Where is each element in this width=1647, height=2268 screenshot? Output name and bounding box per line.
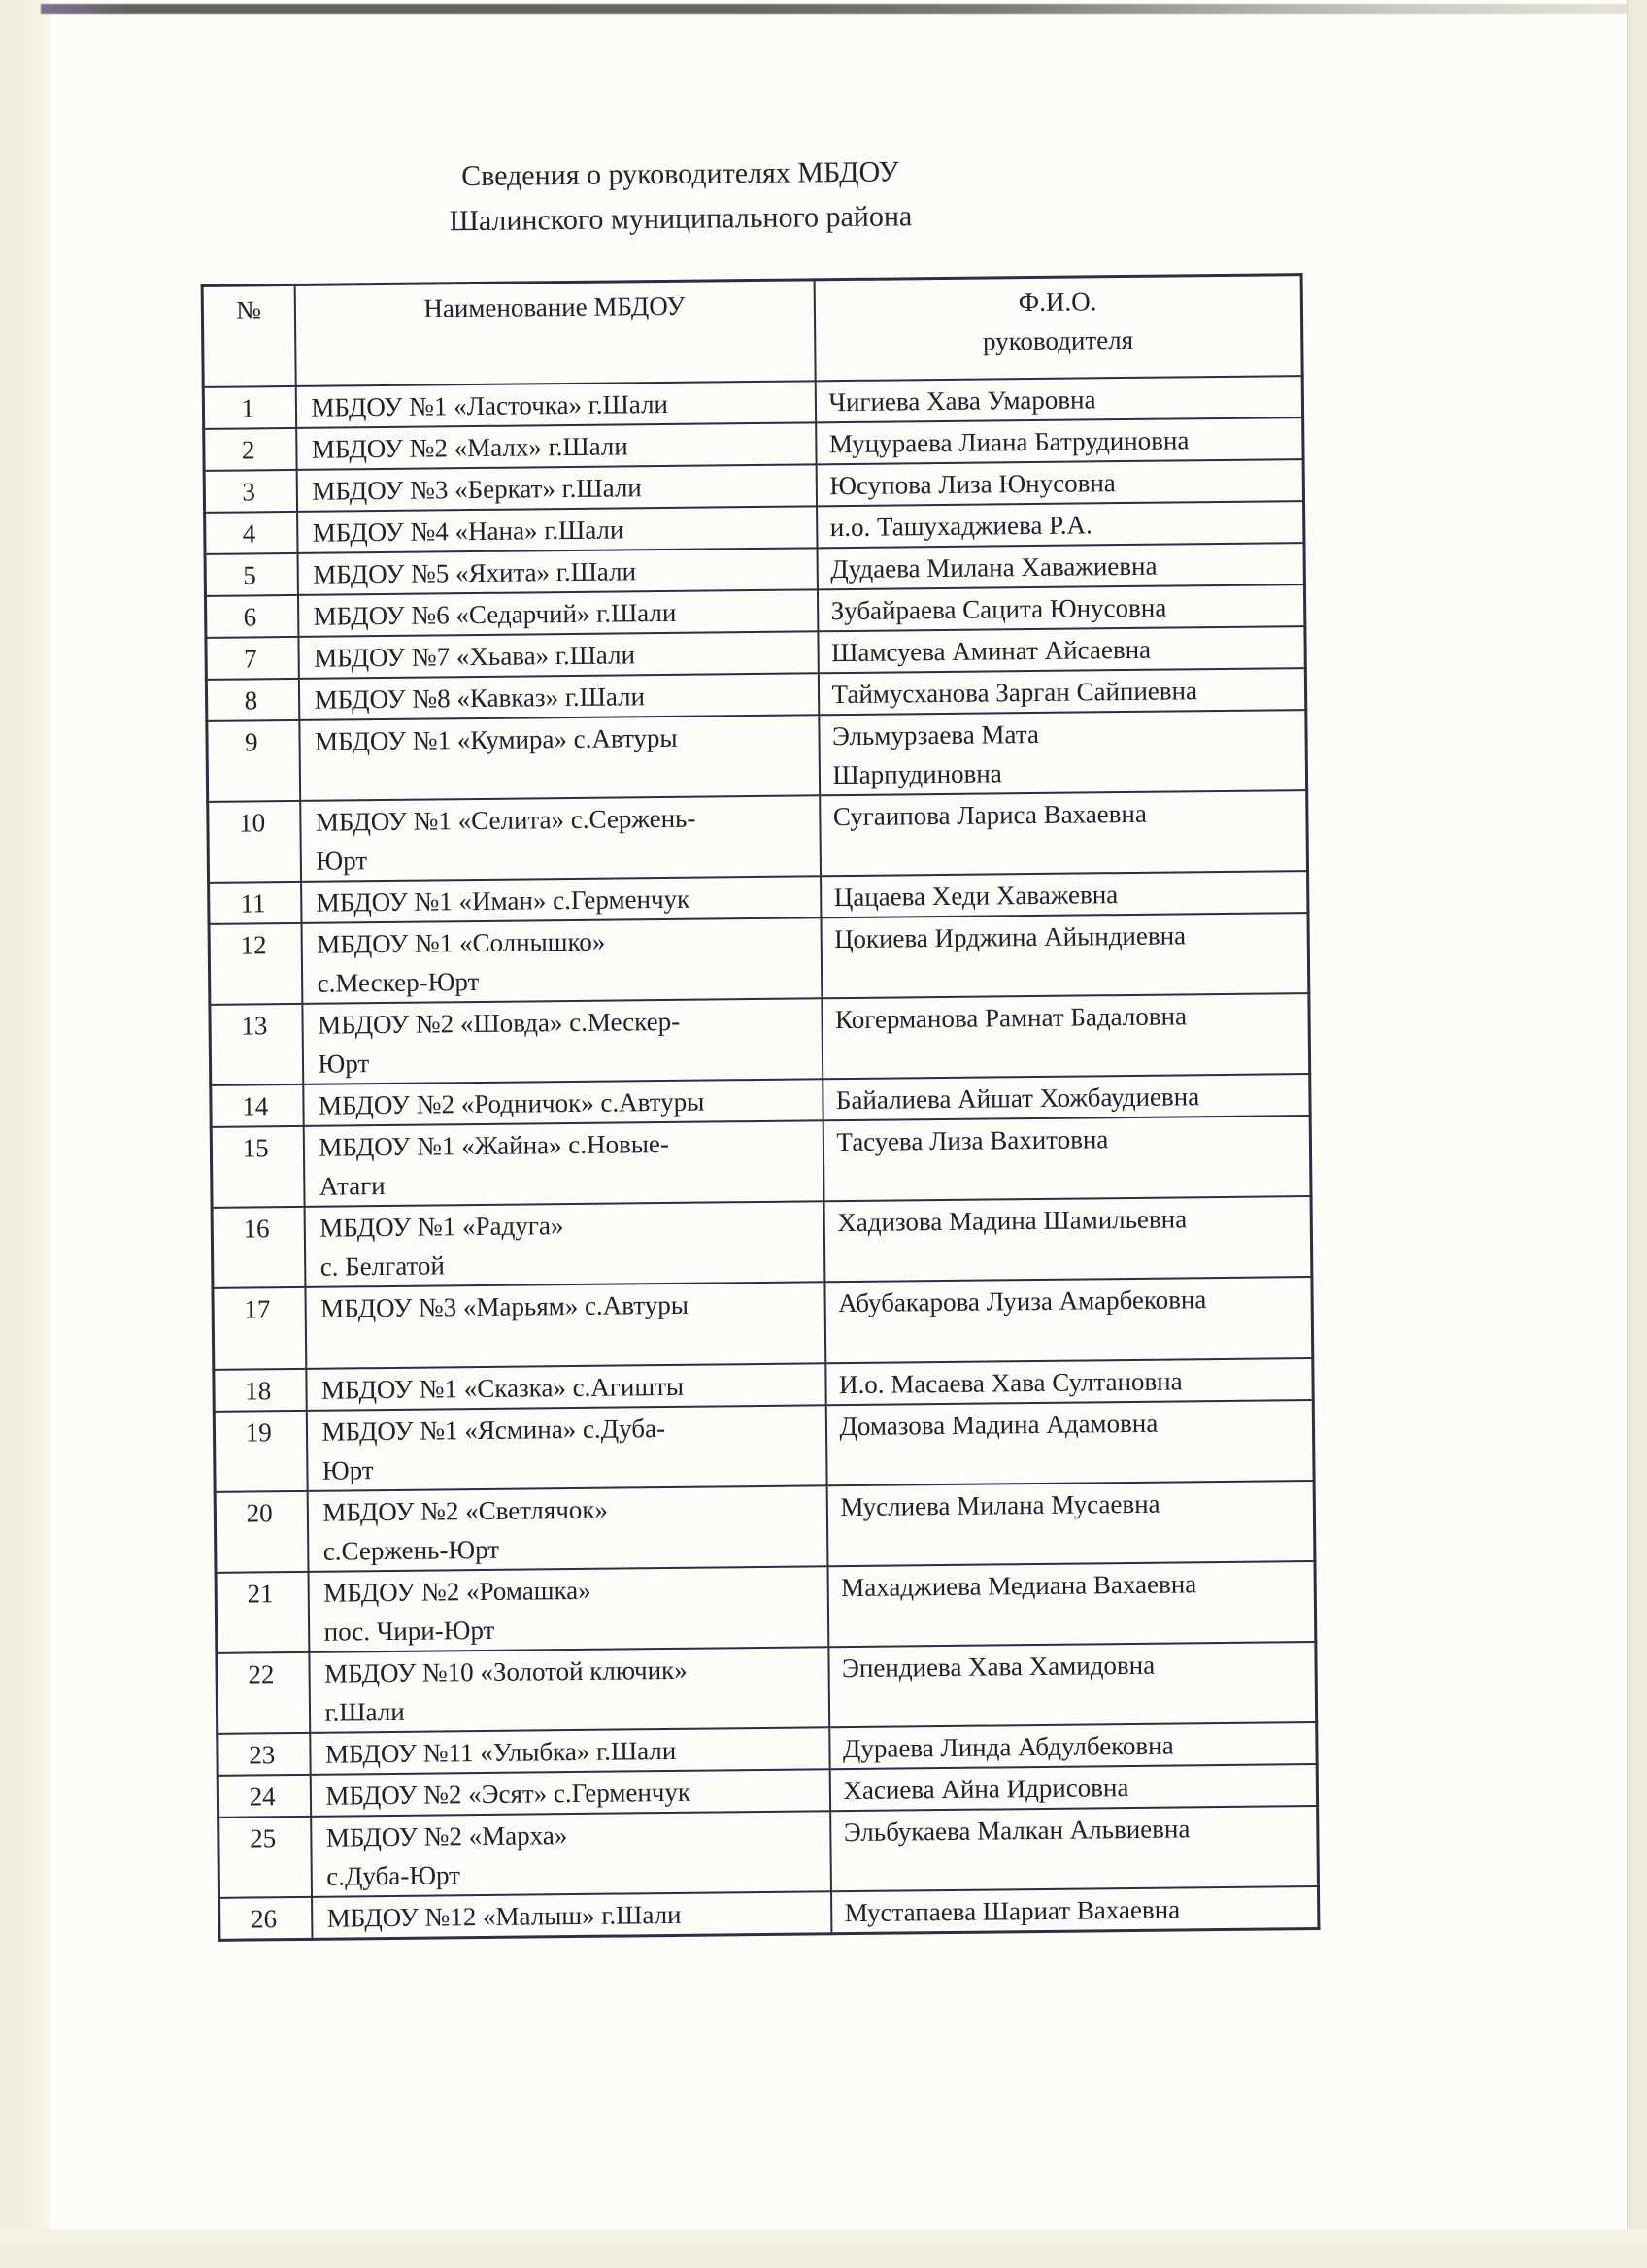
row-fio-cell: Махаджиева Медиана Вахаевна bbox=[827, 1561, 1316, 1647]
header-fio-column: Ф.И.О. руководителя bbox=[814, 275, 1302, 381]
row-fio-cell: Эльмурзаева Мата Шарпудиновна bbox=[819, 710, 1307, 795]
row-fio-cell: Цацаева Хеди Хаважевна bbox=[821, 871, 1308, 917]
row-name-cell: МБДОУ №1 «Иман» с.Герменчук bbox=[301, 876, 821, 923]
row-number-cell: 8 bbox=[206, 678, 298, 720]
row-fio-cell: Зубайраева Сацита Юнусовна bbox=[817, 584, 1304, 631]
row-name-cell: МБДОУ №8 «Кавказ» г.Шали bbox=[298, 673, 818, 720]
row-fio-cell: и.о. Ташухаджиева Р.А. bbox=[817, 501, 1304, 548]
row-number-cell: 2 bbox=[204, 427, 296, 470]
row-fio-cell: Когерманова Рамнат Бадаловна bbox=[822, 993, 1310, 1079]
row-name-cell: МБДОУ №1 «Солнышко» с.Мескер-Юрт bbox=[301, 917, 822, 1004]
table-header-row bbox=[202, 275, 1302, 387]
row-fio-cell: Чигиева Хава Умаровна bbox=[815, 376, 1302, 422]
row-name-cell: МБДОУ №3 «Беркат» г.Шали bbox=[296, 464, 816, 512]
row-fio-cell: Тасуева Лиза Вахитовна bbox=[823, 1116, 1311, 1201]
row-name-cell: МБДОУ №4 «Нана» г.Шали bbox=[297, 506, 817, 553]
row-fio-cell: Дураева Линда Абдулбековна bbox=[829, 1722, 1317, 1769]
document-title-line1: Сведения о руководителях МБДОУ bbox=[460, 155, 899, 193]
row-number-cell: 1 bbox=[203, 385, 295, 428]
row-number-cell: 20 bbox=[215, 1490, 308, 1572]
table-row bbox=[209, 913, 1309, 1005]
row-number-cell: 21 bbox=[216, 1571, 309, 1652]
table-row bbox=[214, 1400, 1314, 1492]
row-fio-cell: Эльбукаева Малкан Альвиевна bbox=[830, 1806, 1319, 1891]
row-number-cell: 26 bbox=[219, 1896, 312, 1939]
row-name-cell: МБДОУ №1 «Ласточка» г.Шали bbox=[295, 381, 815, 428]
row-number-cell: 9 bbox=[207, 719, 300, 801]
row-fio-cell: Юсупова Лиза Юнусовна bbox=[816, 459, 1303, 506]
table-row bbox=[208, 790, 1308, 883]
row-fio-cell: Таймусханова Зарган Сайпиевна bbox=[818, 668, 1305, 715]
row-number-cell: 12 bbox=[209, 922, 302, 1004]
row-fio-cell: Байалиева Айшат Хожбаудиевна bbox=[823, 1074, 1310, 1120]
table-row bbox=[210, 993, 1310, 1085]
row-fio-cell: Абубакарова Луиза Амарбековна bbox=[824, 1277, 1313, 1363]
row-fio-cell: Дудаева Милана Хаважиевна bbox=[817, 543, 1304, 589]
row-name-cell: МБДОУ №2 «Марха» с.Дуба-Юрт bbox=[311, 1811, 831, 1897]
row-name-cell: МБДОУ №1 «Радуга» с. Белгатой bbox=[304, 1201, 824, 1287]
row-number-cell: 11 bbox=[209, 881, 301, 923]
row-number-cell: 4 bbox=[205, 511, 297, 553]
row-number-cell: 18 bbox=[214, 1368, 306, 1411]
row-number-cell: 19 bbox=[214, 1410, 307, 1491]
header-number-column: № bbox=[202, 284, 295, 386]
table-row bbox=[218, 1806, 1319, 1898]
row-name-cell: МБДОУ №7 «Хьава» г.Шали bbox=[298, 631, 818, 679]
row-number-cell: 23 bbox=[218, 1732, 310, 1775]
row-number-cell: 13 bbox=[210, 1003, 303, 1084]
row-fio-cell: Муцураева Лиана Батрудиновна bbox=[816, 417, 1303, 464]
row-number-cell: 25 bbox=[218, 1816, 312, 1897]
document-title-line2: Шалинского муниципального района bbox=[449, 200, 913, 238]
row-name-cell: МБДОУ №2 «Эсят» с.Герменчук bbox=[310, 1769, 829, 1817]
table-row bbox=[207, 710, 1307, 802]
row-fio-cell: Домазова Мадина Адамовна bbox=[825, 1400, 1314, 1485]
row-number-cell: 24 bbox=[218, 1774, 310, 1817]
row-name-cell: МБДОУ №1 «Ясмина» с.Дуба- Юрт bbox=[306, 1405, 826, 1491]
row-fio-cell: Хадизова Мадина Шамильевна bbox=[824, 1196, 1312, 1282]
table-body bbox=[203, 376, 1319, 1940]
table-row bbox=[212, 1196, 1312, 1288]
row-number-cell: 16 bbox=[212, 1206, 305, 1287]
row-number-cell: 5 bbox=[205, 552, 297, 595]
row-fio-cell: Сугаипова Лариса Вахаевна bbox=[820, 790, 1308, 876]
row-fio-cell: Эпендиева Хава Хамидовна bbox=[828, 1642, 1317, 1727]
row-name-cell: МБДОУ №3 «Марьям» с.Автуры bbox=[305, 1282, 825, 1369]
row-name-cell: МБДОУ №1 «Кумира» с.Автуры bbox=[299, 715, 820, 801]
table-row bbox=[211, 1116, 1311, 1208]
header-name-column: Наименование МБДОУ bbox=[294, 280, 815, 386]
row-name-cell: МБДОУ №1 «Селита» с.Сержень- Юрт bbox=[300, 795, 821, 882]
row-fio-cell: И.о. Масаева Хава Султановна bbox=[825, 1358, 1313, 1405]
row-number-cell: 10 bbox=[208, 800, 301, 882]
row-name-cell: МБДОУ №1 «Сказка» с.Агишты bbox=[306, 1363, 825, 1411]
row-name-cell: МБДОУ №1 «Жайна» с.Новые- Атаги bbox=[303, 1120, 824, 1207]
row-name-cell: МБДОУ №11 «Улыбка» г.Шали bbox=[310, 1727, 829, 1775]
row-name-cell: МБДОУ №2 «Светлячок» с.Сержень-Юрт bbox=[307, 1485, 827, 1572]
row-number-cell: 3 bbox=[204, 469, 296, 512]
directors-table bbox=[201, 273, 1321, 1941]
row-fio-cell: Хасиева Айна Идрисовна bbox=[829, 1764, 1317, 1811]
row-fio-cell: Цокиева Ирджина Айындиевна bbox=[821, 913, 1309, 998]
row-name-cell: МБДОУ №2 «Шовда» с.Мескер- Юрт bbox=[302, 998, 823, 1084]
document-title bbox=[398, 150, 962, 245]
row-name-cell: МБДОУ №6 «Седарчий» г.Шали bbox=[297, 589, 817, 637]
table-row bbox=[215, 1481, 1315, 1573]
row-number-cell: 22 bbox=[217, 1651, 310, 1733]
row-number-cell: 17 bbox=[213, 1286, 306, 1369]
row-name-cell: МБДОУ №12 «Малыш» г.Шали bbox=[312, 1891, 831, 1939]
row-number-cell: 14 bbox=[211, 1084, 303, 1126]
row-name-cell: МБДОУ №10 «Золотой ключик» г.Шали bbox=[309, 1647, 829, 1733]
row-name-cell: МБДОУ №2 «Малх» г.Шали bbox=[296, 422, 816, 470]
row-number-cell: 7 bbox=[206, 636, 298, 679]
row-fio-cell: Мустапаева Шариат Вахаевна bbox=[830, 1885, 1318, 1933]
row-name-cell: МБДОУ №5 «Яхита» г.Шали bbox=[297, 548, 817, 595]
row-fio-cell: Муслиева Милана Мусаевна bbox=[826, 1481, 1315, 1566]
row-number-cell: 15 bbox=[211, 1125, 304, 1207]
table-row bbox=[213, 1277, 1313, 1370]
table-row bbox=[217, 1642, 1317, 1734]
row-number-cell: 6 bbox=[205, 594, 297, 637]
row-name-cell: МБДОУ №2 «Ромашка» пос. Чири-Юрт bbox=[308, 1566, 828, 1652]
row-fio-cell: Шамсуева Аминат Айсаевна bbox=[818, 626, 1305, 673]
table-row bbox=[216, 1561, 1316, 1653]
row-name-cell: МБДОУ №2 «Родничок» с.Автуры bbox=[303, 1079, 823, 1126]
